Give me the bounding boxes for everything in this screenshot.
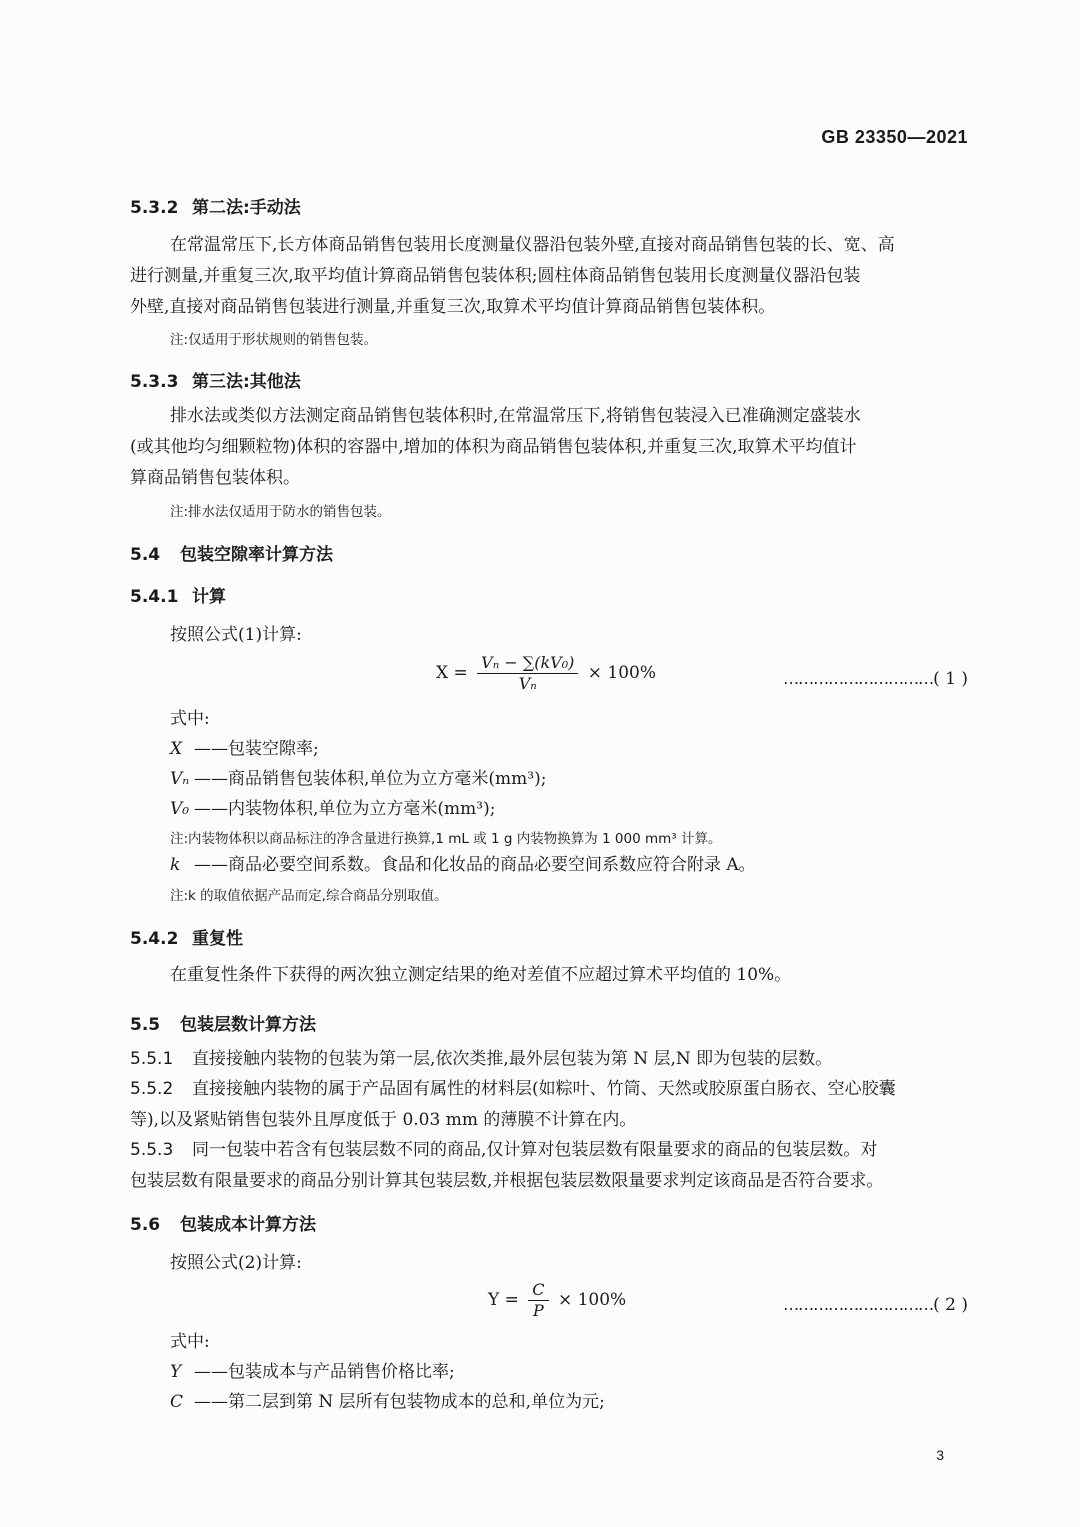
section-title: 包装成本计算方法	[180, 1215, 316, 1235]
clause-5-5-1	[130, 1044, 832, 1075]
variable-definition	[170, 794, 495, 825]
variable-description: ——商品销售包装体积,单位为立方毫米(mm³);	[194, 769, 547, 789]
formula-fraction	[477, 653, 578, 694]
variable-definition	[170, 1387, 605, 1418]
paragraph-line	[130, 1135, 968, 1166]
paragraph-line: 排水法或类似方法测定商品销售包装体积时,在常温常压下,将销售包装浸入已准确测定盛装水	[170, 406, 861, 426]
formula-lhs: Y =	[488, 1290, 519, 1310]
section-title: 第二法:手动法	[192, 198, 301, 218]
clause-text: 直接接触内装物的属于产品固有属性的材料层(如粽叶、竹筒、天然或胶原蛋白肠衣、空心胶囊	[192, 1079, 896, 1099]
variable-symbol: V₀	[170, 799, 190, 819]
clause-number: 5.5.2	[130, 1079, 174, 1099]
variable-description: ——第二层到第 N 层所有包装物成本的总和,单位为元;	[194, 1392, 605, 1412]
variable-definition	[170, 1357, 455, 1388]
note-volume-conversion: 注:内装物体积以商品标注的净含量进行换算,1 mL 或 1 g 内装物换算为 1 000 mm³ 计算。	[170, 831, 722, 847]
formula-intro: 按照公式(1)计算:	[170, 625, 302, 645]
section-heading-5-3-2	[130, 193, 301, 218]
paragraph-line: (或其他均匀细颗粒物)体积的容器中,增加的体积为商品销售包装体积,并重复三次,取算术平均值计	[130, 437, 857, 457]
paragraph-5-3-2	[130, 230, 968, 323]
variable-definition	[170, 734, 319, 765]
formula-fraction	[528, 1280, 548, 1321]
formula-2	[488, 1280, 626, 1321]
section-heading-5-6	[130, 1210, 316, 1235]
formula-lhs: X =	[436, 663, 468, 683]
clause-text: 同一包装中若含有包装层数不同的商品,仅计算对包装层数有限量要求的商品的包装层数。对	[192, 1140, 878, 1160]
section-title: 包装层数计算方法	[180, 1015, 316, 1035]
paragraph-5-3-3	[130, 401, 968, 494]
section-number: 5.5	[130, 1015, 161, 1035]
paragraph-line: 算商品销售包装体积。	[130, 468, 300, 488]
variable-definition	[170, 850, 756, 881]
note-k-value: 注:k 的取值依据产品而定,综合商品分别取值。	[170, 888, 448, 904]
note-5-3-3: 注:排水法仅适用于防水的销售包装。	[170, 504, 391, 520]
variable-definition	[170, 764, 546, 795]
variable-symbol: C	[170, 1392, 184, 1412]
section-heading-5-3-3	[130, 367, 301, 392]
note-5-3-2: 注:仅适用于形状规则的销售包装。	[170, 332, 378, 348]
formula-intro: 按照公式(2)计算:	[170, 1253, 302, 1273]
paragraph-5-4-2: 在重复性条件下获得的两次独立测定结果的绝对差值不应超过算术平均值的 10%。	[170, 965, 792, 985]
section-heading-5-4	[130, 540, 333, 565]
variable-symbol: X	[170, 739, 183, 759]
equation-number: ( 1 )	[933, 669, 968, 689]
variable-symbol: Vₙ	[170, 769, 190, 789]
section-heading-5-5	[130, 1010, 316, 1035]
clause-5-5-2	[130, 1074, 968, 1136]
section-title: 包装空隙率计算方法	[180, 545, 333, 565]
formula-numerator: C	[528, 1280, 548, 1301]
formula-2-label	[783, 1290, 968, 1321]
variable-description: ——内装物体积,单位为立方毫米(mm³);	[194, 799, 496, 819]
formula-tail: × 100%	[557, 1290, 627, 1310]
section-number: 5.3.2	[130, 198, 179, 218]
section-number: 5.6	[130, 1215, 161, 1235]
formula-1-label	[783, 664, 968, 695]
section-title: 计算	[192, 587, 226, 607]
clause-5-5-3	[130, 1135, 968, 1197]
variable-description: ——包装成本与产品销售价格比率;	[194, 1362, 455, 1382]
formula-denominator: Vₙ	[518, 674, 537, 693]
variable-description: ——商品必要空间系数。食品和化妆品的商品必要空间系数应符合附录 A。	[194, 855, 756, 875]
clause-text: 直接接触内装物的包装为第一层,依次类推,最外层包装为第 N 层,N 即为包装的层数。	[192, 1049, 833, 1069]
paragraph-line: 外壁,直接对商品销售包装进行测量,并重复三次,取算术平均值计算商品销售包装体积。	[130, 297, 776, 317]
formula-tail: × 100%	[587, 663, 657, 683]
paragraph-line: 在常温常压下,长方体商品销售包装用长度测量仪器沿包装外壁,直接对商品销售包装的长、宽、高	[170, 235, 895, 255]
section-number: 5.4.1	[130, 587, 179, 607]
paragraph-line: 进行测量,并重复三次,取平均值计算商品销售包装体积;圆柱体商品销售包装用长度测量仪器沿包装	[130, 266, 861, 286]
formula-1	[436, 653, 656, 694]
leader-dots: …………………………	[783, 669, 934, 688]
clause-number: 5.5.3	[130, 1140, 174, 1160]
section-number: 5.4.2	[130, 929, 179, 949]
section-heading-5-4-1	[130, 582, 226, 607]
section-number: 5.4	[130, 545, 161, 565]
page-number: 3	[936, 1447, 944, 1463]
standard-number: GB 23350—2021	[821, 127, 968, 147]
section-number: 5.3.3	[130, 372, 179, 392]
section-title: 第三法:其他法	[192, 372, 301, 392]
equation-number: ( 2 )	[933, 1295, 968, 1315]
paragraph-line	[130, 1074, 968, 1105]
variable-symbol: Y	[170, 1362, 182, 1382]
where-label: 式中:	[170, 1332, 210, 1352]
paragraph-line: 等),以及紧贴销售包装外且厚度低于 0.03 mm 的薄膜不计算在内。	[130, 1110, 637, 1130]
where-label: 式中:	[170, 709, 210, 729]
variable-description: ——包装空隙率;	[194, 739, 319, 759]
section-heading-5-4-2	[130, 924, 243, 949]
formula-numerator: Vₙ − ∑(kV₀)	[477, 653, 578, 674]
clause-number: 5.5.1	[130, 1049, 174, 1069]
section-title: 重复性	[192, 929, 243, 949]
paragraph-line: 包装层数有限量要求的商品分别计算其包装层数,并根据包装层数限量要求判定该商品是否符合要求。	[130, 1171, 884, 1191]
leader-dots: …………………………	[783, 1295, 934, 1314]
formula-denominator: P	[533, 1301, 544, 1320]
variable-symbol: k	[170, 855, 181, 875]
